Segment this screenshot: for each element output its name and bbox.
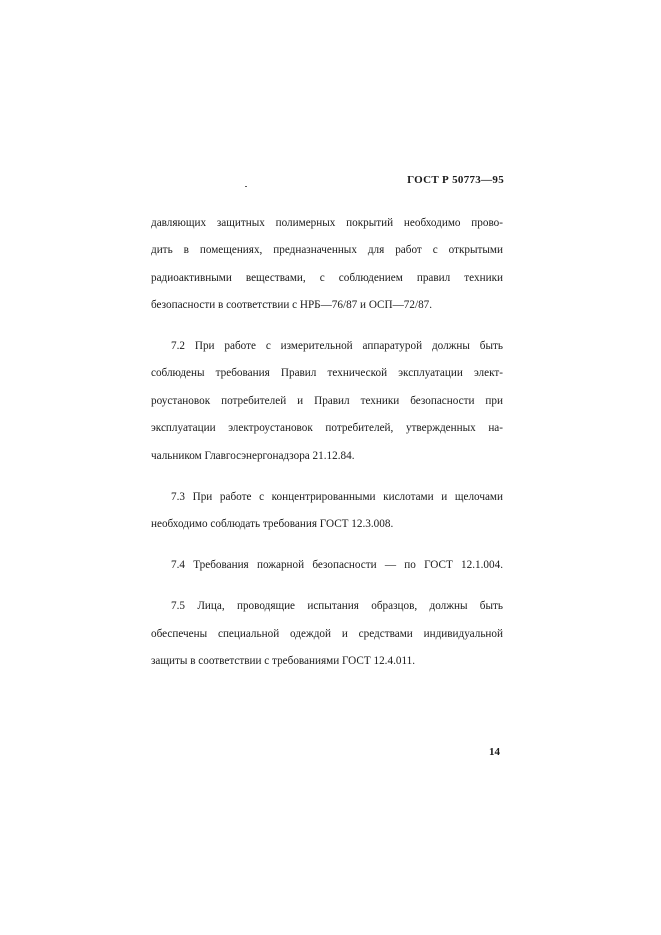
text-line: давляющих защитных полимерных покрытий необходимо прово- <box>151 216 503 229</box>
text-line: защиты в соответствии с требованиями ГОСТ 12.4.011. <box>151 655 416 668</box>
paragraph-7-2 <box>151 326 503 477</box>
scan-speck <box>245 186 247 187</box>
text-line: 7.5 Лица, проводящие испытания образцов, должны быть <box>171 600 503 613</box>
text-line: необходимо соблюдать требования ГОСТ 12.3.008. <box>151 518 394 531</box>
text-line: роустановок потребителей и Правил техники безопасности при <box>151 394 503 407</box>
text-line: безопасности в соответствии с НРБ—76/87 и ОСП—72/87. <box>151 298 433 311</box>
text-line: 7.4 Требования пожарной безопасности — по ГОСТ 12.1.004. <box>171 559 503 572</box>
text-line: эксплуатации электроустановок потребителей, утвержденных на- <box>151 422 503 435</box>
paragraph-7-4 <box>151 546 503 587</box>
text-line: дить в помещениях, предназначенных для работ с открытыми <box>151 244 503 257</box>
text-line: 7.3 При работе с концентрированными кислотами и щелочами <box>171 490 503 503</box>
standard-code-header: ГОСТ Р 50773—95 <box>407 174 504 186</box>
text-line: радиоактивными веществами, с соблюдением правил техники <box>151 271 503 284</box>
text-line: соблюдены требования Правил технической эксплуатации элект- <box>151 367 503 380</box>
section-7-text <box>151 203 503 683</box>
text-line: обеспечены специальной одеждой и средствами индивидуальной <box>151 627 503 640</box>
text-line: чальником Главгосэнергонадзора 21.12.84. <box>151 449 355 462</box>
paragraph-7-5 <box>151 587 503 683</box>
paragraph-continuation <box>151 203 503 326</box>
paragraph-7-3 <box>151 477 503 546</box>
page-number: 14 <box>489 746 500 758</box>
text-line: 7.2 При работе с измерительной аппаратурой должны быть <box>171 340 503 353</box>
